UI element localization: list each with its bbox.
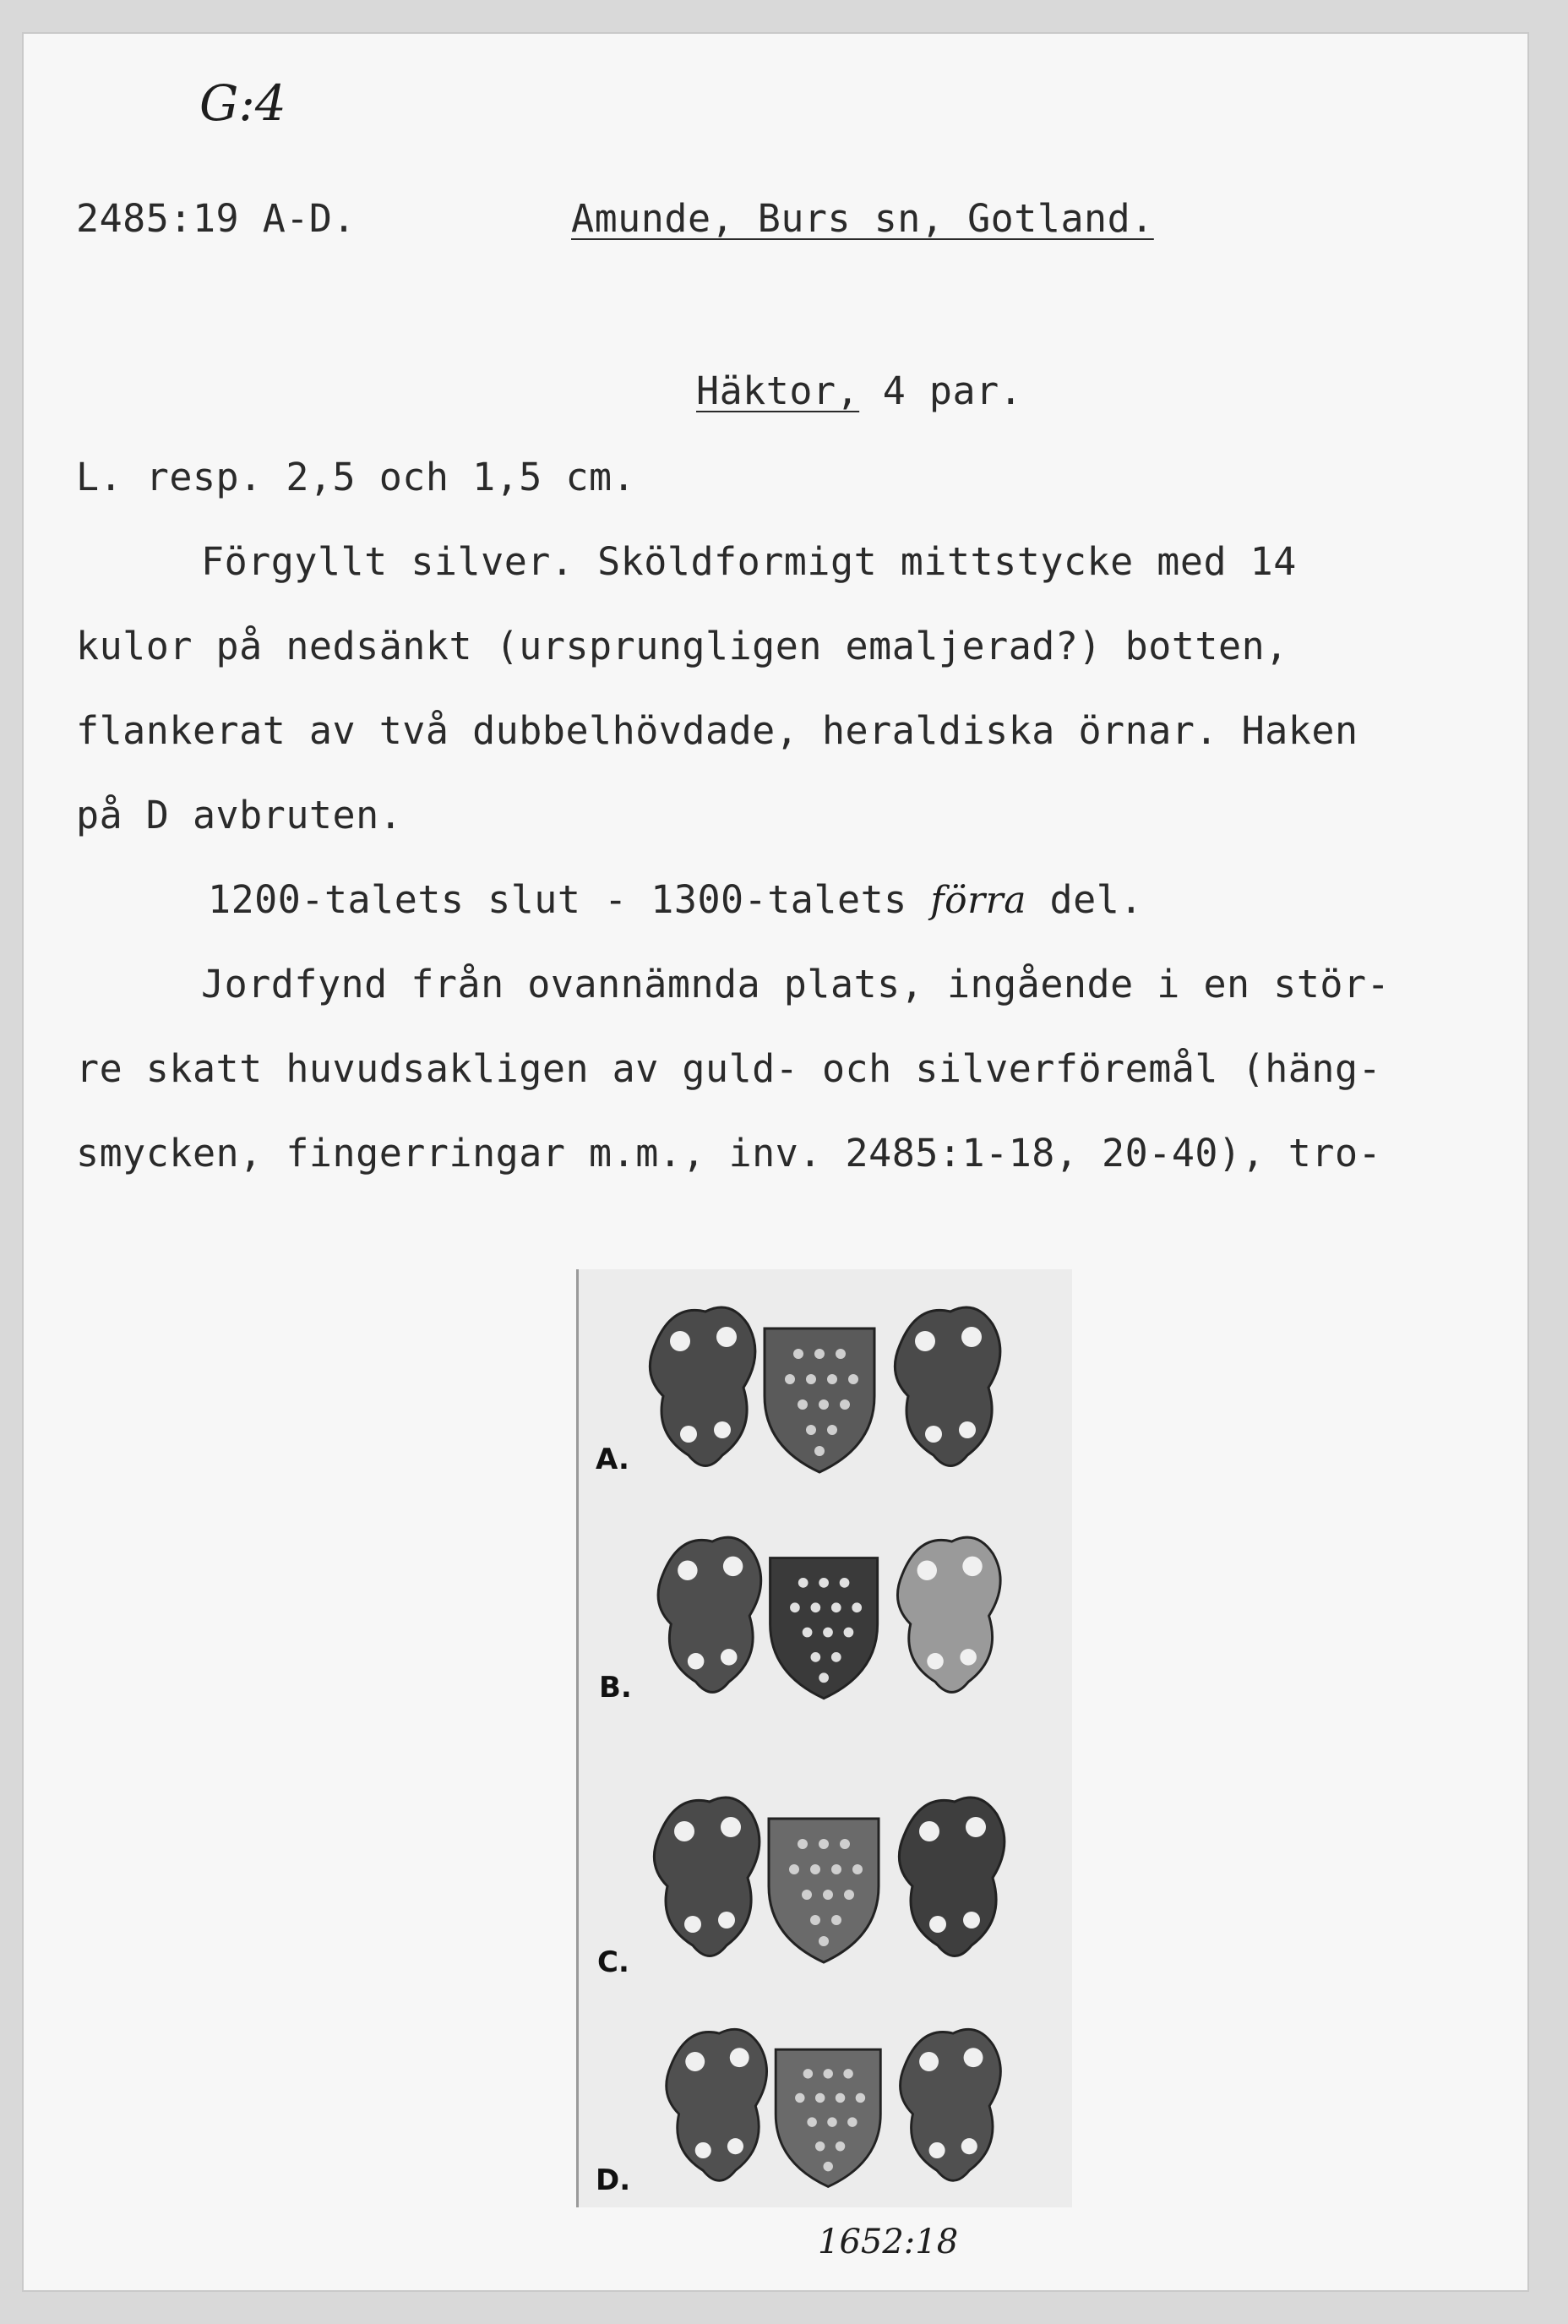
dating-text: 1200-talets slut - 1300-talets	[208, 877, 907, 922]
object-title	[696, 368, 1022, 413]
clasp-c-image	[642, 1785, 1014, 1971]
text-line: Förgyllt silver. Sköldformigt mittstycke med 14	[201, 539, 1297, 584]
object-title-main: Häktor,	[696, 368, 860, 413]
object-photograph	[576, 1269, 1072, 2207]
photo-label-b: B.	[599, 1671, 632, 1705]
catalogue-card	[24, 34, 1527, 2290]
corner-mark: G:4	[199, 74, 286, 132]
dating-end: del.	[1049, 877, 1143, 922]
object-title-count: 4 par.	[882, 368, 1023, 413]
clasp-b-image	[646, 1523, 1010, 1709]
handwritten-insert: förra	[930, 879, 1026, 922]
text-line: smycken, fingerringar m.m., inv. 2485:1-18, 20-40), tro-	[76, 1131, 1382, 1176]
photo-label-c: C.	[597, 1945, 629, 1979]
text-line: re skatt huvudsakligen av guld- och silverföremål (häng-	[76, 1046, 1382, 1091]
photo-label-a: A.	[596, 1443, 629, 1476]
text-line: på D avbruten.	[76, 793, 403, 837]
dating-line	[208, 877, 1143, 922]
clasp-a-image	[638, 1295, 1010, 1481]
text-line: L. resp. 2,5 och 1,5 cm.	[76, 455, 636, 499]
text-line: kulor på nedsänkt (ursprungligen emaljerad?) botten,	[76, 624, 1288, 668]
clasp-d-image	[651, 2017, 1014, 2195]
inventory-number: 2485:19 A-D.	[76, 196, 357, 241]
text-line: flankerat av två dubbelhövdade, heraldiska örnar. Haken	[76, 708, 1358, 753]
find-location: Amunde, Burs sn, Gotland.	[571, 196, 1154, 241]
photo-label-d: D.	[596, 2163, 631, 2197]
photo-number: 1652:18	[818, 2223, 959, 2261]
text-line: Jordfynd från ovannämnda plats, ingående i en stör-	[201, 962, 1391, 1007]
